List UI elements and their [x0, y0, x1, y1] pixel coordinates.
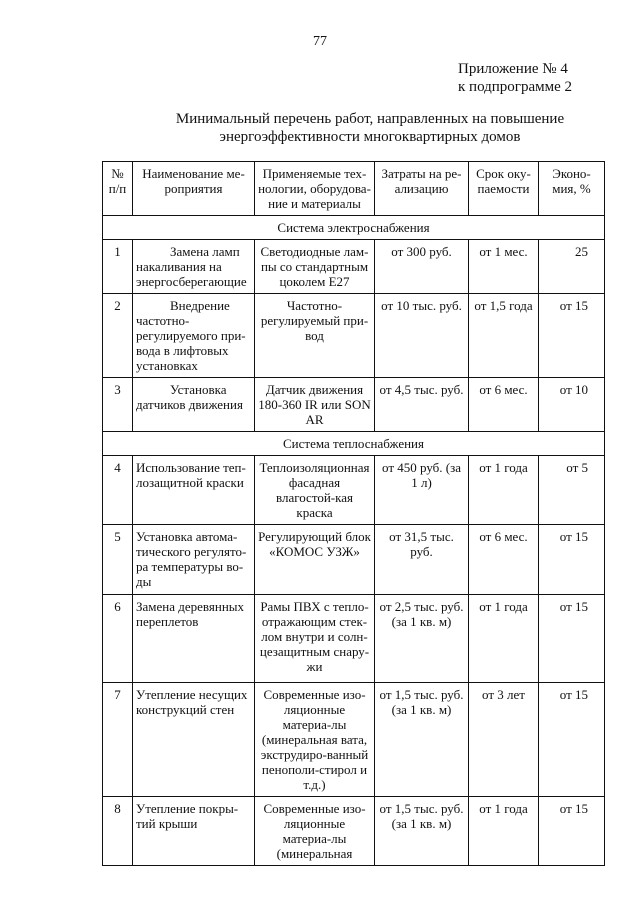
header-tech: Применяемые тех-нологии, оборудова-ние и материалы — [255, 162, 375, 216]
document-title — [150, 110, 590, 146]
cell-tech: Современные изо-ляционные материа-лы (минеральная вата, экструдиро-ванный пенополи-стирол и т.д.) — [255, 683, 375, 797]
cell-num: 7 — [103, 683, 133, 797]
cell-cost: от 1,5 тыс. руб. (за 1 кв. м) — [375, 797, 469, 866]
cell-cost: от 10 тыс. руб. — [375, 294, 469, 378]
cell-name: Замена деревянных переплетов — [133, 595, 255, 683]
header-name: Наименование ме-роприятия — [133, 162, 255, 216]
cell-economy: от 15 — [539, 294, 605, 378]
cell-name: Замена ламп накаливания на энергосберегающие — [133, 240, 255, 294]
header-cost: Затраты на ре-ализацию — [375, 162, 469, 216]
cell-payback: от 3 лет — [469, 683, 539, 797]
cell-payback: от 1,5 года — [469, 294, 539, 378]
cell-payback: от 6 мес. — [469, 525, 539, 595]
header-economy: Эконо-мия, % — [539, 162, 605, 216]
cell-cost: от 1,5 тыс. руб. (за 1 кв. м) — [375, 683, 469, 797]
cell-tech: Частотно-регулируемый при-вод — [255, 294, 375, 378]
cell-num: 8 — [103, 797, 133, 866]
section-title: Система теплоснабжения — [103, 432, 605, 456]
cell-tech: Современные изо-ляционные материа-лы (минеральная — [255, 797, 375, 866]
cell-tech: Рамы ПВХ с тепло-отражающим стек-лом внутри и солн-цезащитным снару-жи — [255, 595, 375, 683]
cell-cost: от 450 руб. (за 1 л) — [375, 456, 469, 525]
table-row — [103, 797, 605, 866]
table-row — [103, 294, 605, 378]
cell-name: Установка автома-тического регулято-ра температуры во-ды — [133, 525, 255, 595]
cell-economy: 25 — [539, 240, 605, 294]
cell-num: 1 — [103, 240, 133, 294]
cell-name: Утепление покры-тий крыши — [133, 797, 255, 866]
cell-cost: от 2,5 тыс. руб. (за 1 кв. м) — [375, 595, 469, 683]
cell-name: Утепление несущих конструкций стен — [133, 683, 255, 797]
cell-cost: от 4,5 тыс. руб. — [375, 378, 469, 432]
table-row — [103, 240, 605, 294]
header-num: № п/п — [103, 162, 133, 216]
cell-num: 5 — [103, 525, 133, 595]
cell-num: 4 — [103, 456, 133, 525]
appendix-label — [458, 60, 572, 96]
table-row — [103, 456, 605, 525]
table-row — [103, 683, 605, 797]
cell-economy: от 15 — [539, 797, 605, 866]
cell-num: 3 — [103, 378, 133, 432]
cell-tech: Теплоизоляционная фасадная влагостой-кая краска — [255, 456, 375, 525]
section-title: Система электроснабжения — [103, 216, 605, 240]
page-number: 77 — [313, 34, 327, 49]
measures-table — [102, 161, 605, 866]
cell-name: Установка датчиков движения — [133, 378, 255, 432]
appendix-line-1: Приложение № 4 — [458, 61, 568, 77]
cell-payback: от 1 года — [469, 797, 539, 866]
cell-name: Внедрение частотно-регулируемого при-вода в лифтовых установках — [133, 294, 255, 378]
cell-tech: Регулирующий блок «КОМОС УЗЖ» — [255, 525, 375, 595]
cell-economy: от 10 — [539, 378, 605, 432]
cell-tech: Датчик движения 180-360 IR или SON AR — [255, 378, 375, 432]
cell-economy: от 15 — [539, 595, 605, 683]
cell-cost: от 300 руб. — [375, 240, 469, 294]
table-header-row — [103, 162, 605, 216]
cell-payback: от 1 года — [469, 595, 539, 683]
table-row — [103, 525, 605, 595]
header-payback: Срок оку-паемости — [469, 162, 539, 216]
cell-payback: от 6 мес. — [469, 378, 539, 432]
appendix-line-2: к подпрограмме 2 — [458, 79, 572, 95]
section-row — [103, 216, 605, 240]
table-row — [103, 595, 605, 683]
cell-economy: от 15 — [539, 683, 605, 797]
table-row — [103, 378, 605, 432]
title-line-2: энергоэффективности многоквартирных домов — [219, 129, 521, 145]
cell-tech: Светодиодные лам-пы со стандартным цоколем Е27 — [255, 240, 375, 294]
title-line-1: Минимальный перечень работ, направленных на повышение — [175, 111, 565, 127]
cell-num: 2 — [103, 294, 133, 378]
cell-payback: от 1 года — [469, 456, 539, 525]
cell-cost: от 31,5 тыс. руб. — [375, 525, 469, 595]
cell-economy: от 15 — [539, 525, 605, 595]
cell-payback: от 1 мес. — [469, 240, 539, 294]
cell-economy: от 5 — [539, 456, 605, 525]
section-row — [103, 432, 605, 456]
cell-num: 6 — [103, 595, 133, 683]
cell-name: Использование теп-лозащитной краски — [133, 456, 255, 525]
